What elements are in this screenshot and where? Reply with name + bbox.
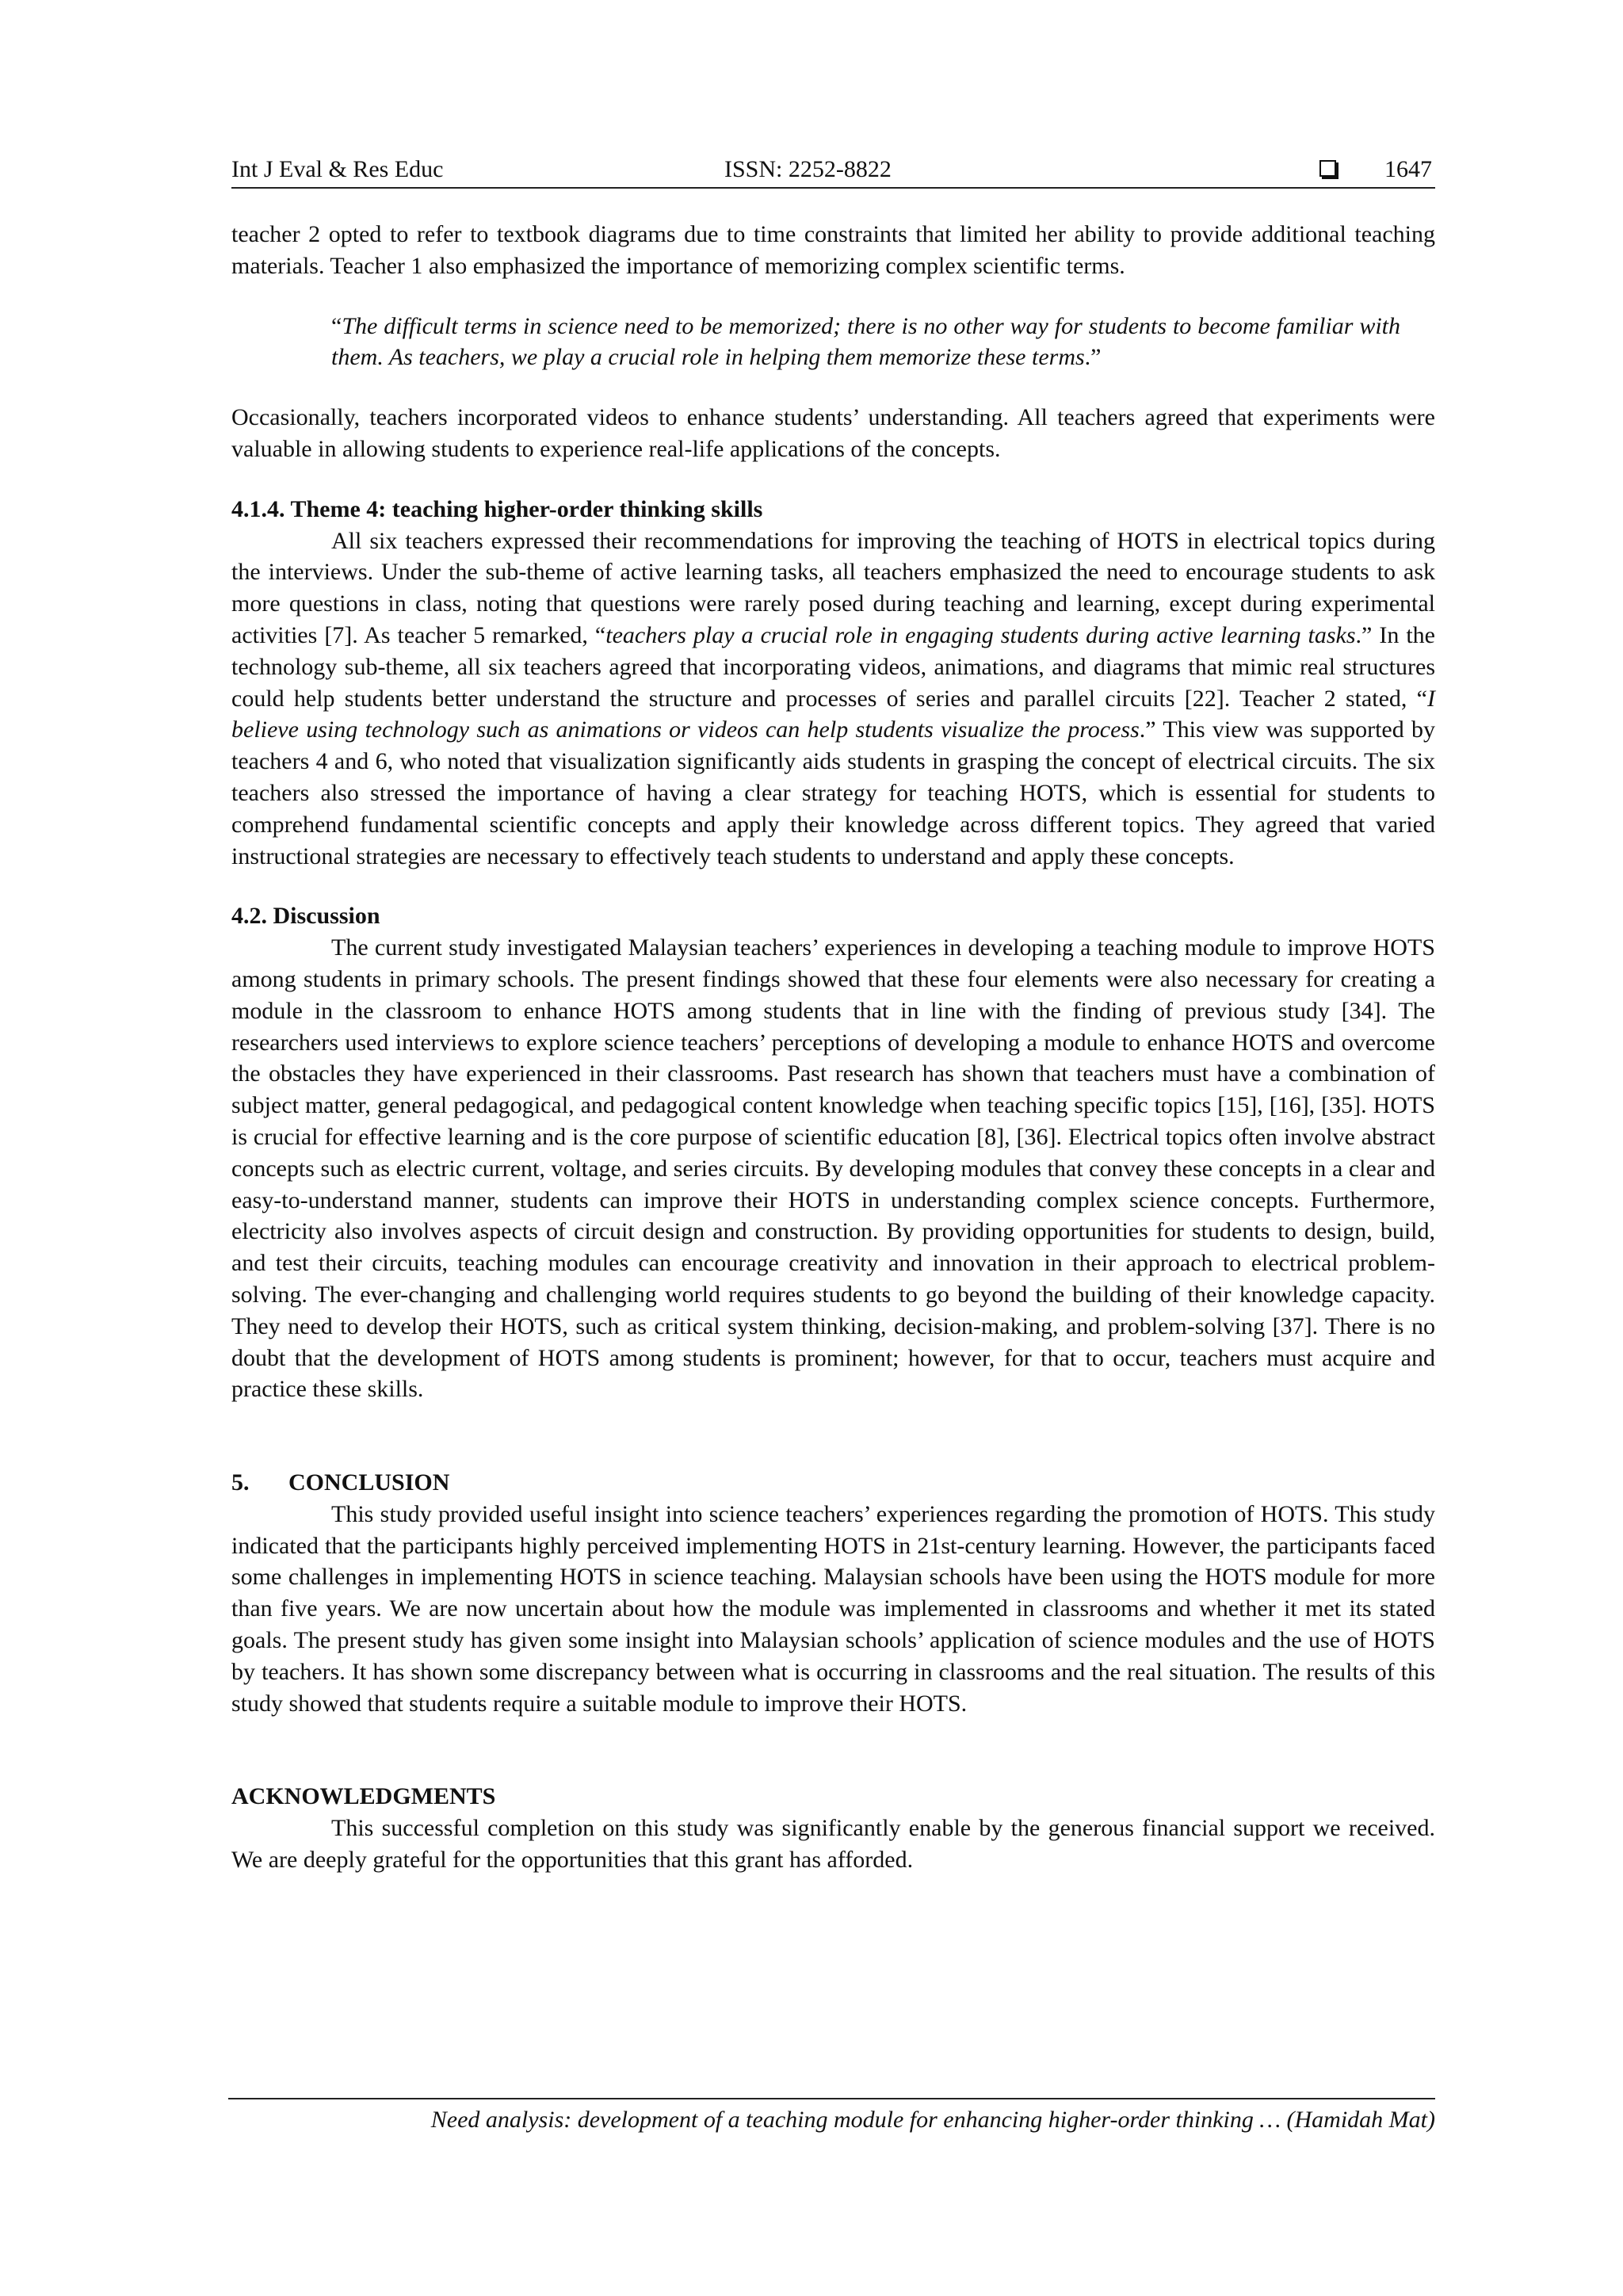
running-footer bbox=[228, 2098, 1435, 2136]
quote-open-mark: “ bbox=[331, 312, 342, 339]
block-quote bbox=[331, 311, 1400, 374]
theme4-text-2: .” In the technology sub-theme, all six teachers agreed that incorporating videos, animations, and diagrams that mimic real structures could help students better understand the structure and processes of series and parallel circuits [22]. Teacher 2 stated, “ bbox=[231, 621, 1435, 712]
quote-text: The difficult terms in science need to be memorized; there is no other way for students to become familiar with them. As teachers, we play a crucial role in helping them memorize these terms bbox=[331, 312, 1400, 371]
theme4-paragraph bbox=[231, 525, 1435, 873]
conclusion-paragraph: This study provided useful insight into science teachers’ experiences regarding the promotion of HOTS. This study indicated that the participants highly perceived implementing HOTS in 21st-century learning. However, the participants faced some challenges in implementing HOTS in science teaching. Malaysian schools have been using the HOTS module for more than five years. We are now uncertain about how the module was implemented in classrooms and whether it met its stated goals. The present study has given some insight into Malaysian schools’ application of science modules and the use of HOTS by teachers. It has shown some discrepancy between what is occurring in classrooms and the real situation. The results of this study showed that students require a suitable module to improve their HOTS. bbox=[231, 1500, 1435, 1717]
intro-paragraph: teacher 2 opted to refer to textbook diagrams due to time constraints that limited her ability to provide additional teaching materials. Teacher 1 also emphasized the importance of memorizing complex scientific terms. bbox=[231, 221, 1435, 279]
theme4-heading: 4.1.4. Theme 4: teaching higher-order thinking skills bbox=[231, 495, 763, 522]
theme4-text-1: All six teachers expressed their recommendations for improving the teaching of HOTS in electrical topics during the interviews. Under the sub-theme of active learning tasks, all teachers emphasized the need to encourage students to ask more questions in class, noting that questions were rarely posed during teaching and learning, except during experimental activities [7]. As teacher 5 remarked, “ bbox=[231, 527, 1435, 648]
acknowledgments-heading: ACKNOWLEDGMENTS bbox=[231, 1783, 496, 1810]
conclusion-heading bbox=[231, 1467, 1435, 1499]
issn-label: ISSN: 2252-8822 bbox=[724, 156, 892, 182]
footer-title: Need analysis: development of a teaching module for enhancing higher-order thinking … (Hamidah Mat) bbox=[430, 2107, 1435, 2133]
page-number: 1647 bbox=[1384, 156, 1432, 182]
theme4-quote-1: teachers play a crucial role in engaging students during active learning tasks bbox=[605, 621, 1356, 648]
paper-page bbox=[231, 152, 1435, 1876]
running-header bbox=[231, 152, 1435, 189]
discussion-paragraph: The current study investigated Malaysian teachers’ experiences in developing a teaching module to improve HOTS among students in primary schools. The present findings showed that these four elements were also necessary for creating a module in the classroom to enhance HOTS among students that in line with the finding of previous study [34]. The researchers used interviews to explore science teachers’ perceptions of developing a module to enhance HOTS and overcome the obstacles they have experienced in their classrooms. Past research has shown that teachers must have a combination of subject matter, general pedagogical, and pedagogical content knowledge when teaching specific topics [15], [16], [35]. HOTS is crucial for effective learning and is the core purpose of scientific education [8], [36]. Electrical topics often involve abstract concepts such as electric current, voltage, and series circuits. By developing modules that convey these concepts in a clear and easy-to-understand manner, students can improve their HOTS in understanding complex science concepts. Furthermore, electricity also involves aspects of circuit design and construction. By providing opportunities for students to design, build, and test their circuits, teaching modules can encourage creativity and innovation in their approach to electrical problem-solving. The ever-changing and challenging world requires students to go beyond the building of their knowledge capacity. They need to develop their HOTS, such as critical system thinking, decision-making, and problem-solving [37]. There is no doubt that the development of HOTS among students is prominent; however, for that to occur, teachers must acquire and practice these skills. bbox=[231, 934, 1435, 1403]
body-text bbox=[231, 219, 1435, 1876]
theme4-text-3: .” This view was supported by teachers 4 and 6, who noted that visualization significantly aids students in grasping the concept of electrical circuits. The six teachers also stressed the importance of having a clear strategy for teaching HOTS, which is essential for students to comprehend fundamental scientific concepts and apply their knowledge across different topics. They agreed that varied instructional strategies are necessary to effectively teach students to understand and apply these concepts. bbox=[231, 716, 1435, 869]
discussion-heading: 4.2. Discussion bbox=[231, 903, 380, 930]
quote-close-mark: .” bbox=[1084, 344, 1102, 371]
journal-name: Int J Eval & Res Educ bbox=[231, 156, 444, 182]
acknowledgments-paragraph: This successful completion on this study was significantly enable by the generous financial support we received. We are deeply grateful for the opportunities that this grant has afforded. bbox=[231, 1815, 1435, 1874]
theme4-quote-2: I believe using technology such as animations or videos can help students visualize the process bbox=[231, 685, 1435, 743]
conclusion-title: CONCLUSION bbox=[288, 1469, 450, 1496]
checkbox-square-icon bbox=[1319, 160, 1336, 177]
paragraph-after-quote: Occasionally, teachers incorporated videos to enhance students’ understanding. All teachers agreed that experiments were valuable in allowing students to experience real-life applications of the concepts. bbox=[231, 404, 1435, 462]
conclusion-number: 5. bbox=[231, 1469, 250, 1496]
